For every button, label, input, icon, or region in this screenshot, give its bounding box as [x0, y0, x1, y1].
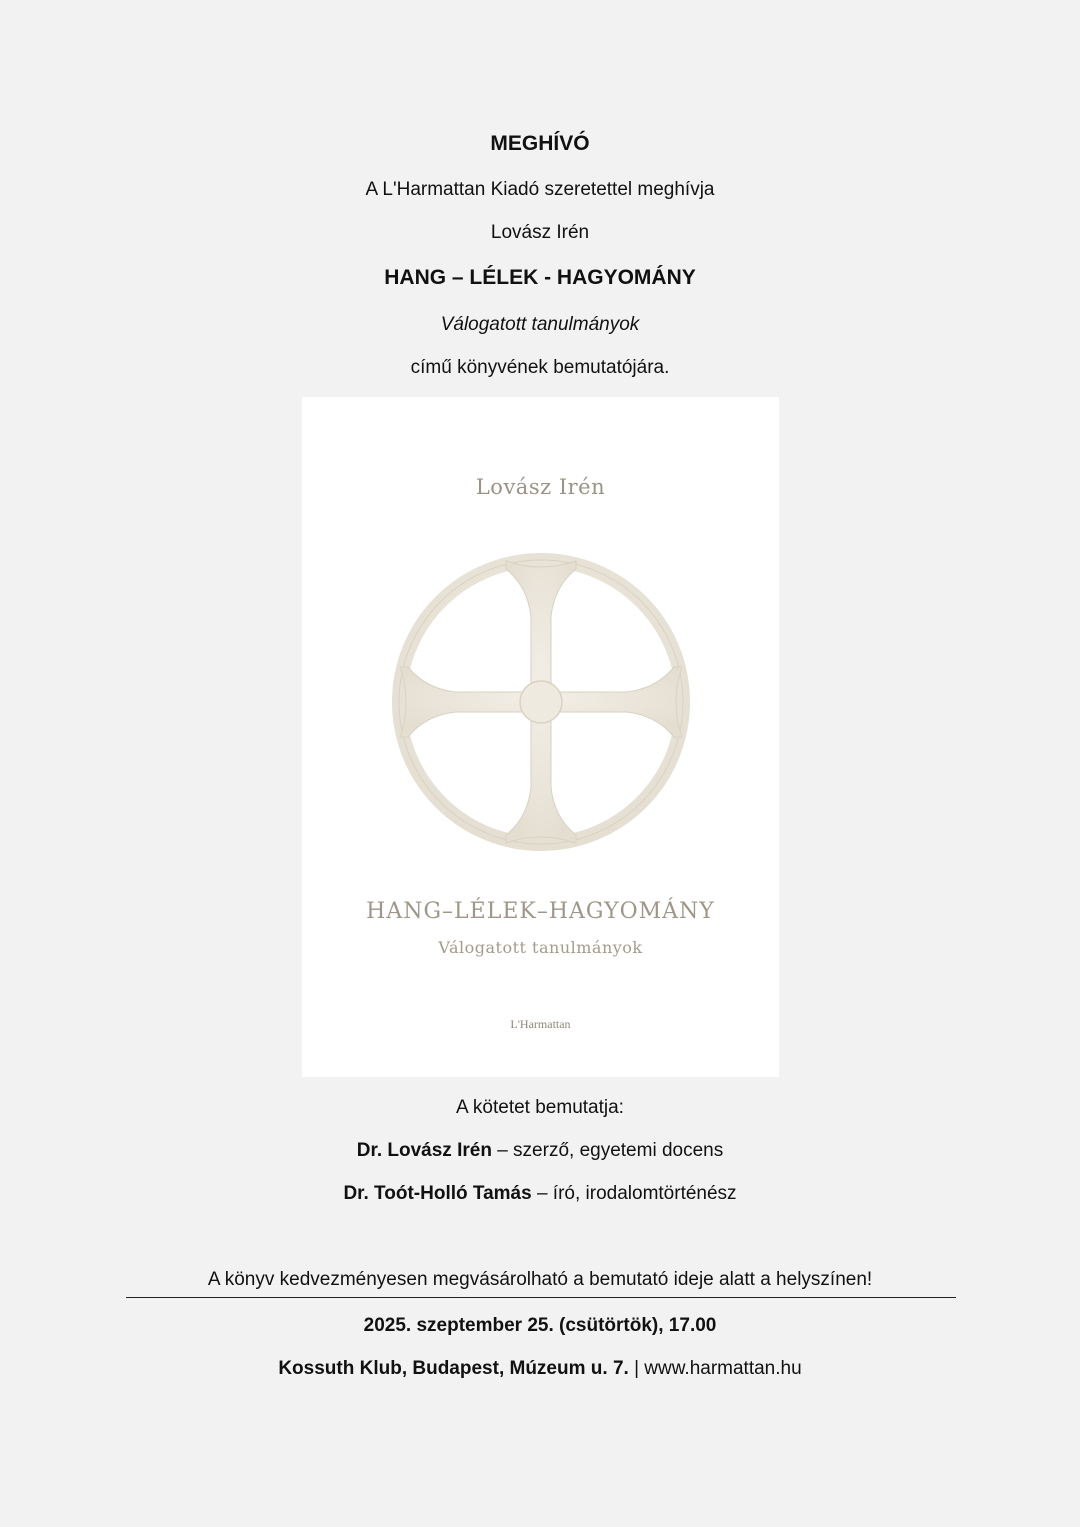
cover-subtitle: Válogatott tanulmányok: [438, 938, 643, 957]
presenter-name: Dr. Toót-Holló Tamás: [343, 1183, 532, 1204]
website-link[interactable]: www.harmattan.hu: [644, 1358, 802, 1379]
event-venue-line: [0, 1356, 1080, 1382]
book-cover: [302, 397, 779, 1077]
sun-cross-icon: [386, 547, 696, 857]
cover-title: HANG–LÉLEK–HAGYOMÁNY: [366, 899, 715, 924]
event-venue: Kossuth Klub, Budapest, Múzeum u. 7.: [278, 1358, 629, 1379]
purchase-note: A könyv kedvezményesen megvásárolható a bemutató ideje alatt a helyszínen!: [207, 1269, 873, 1290]
presenter-1: [0, 1138, 1080, 1164]
publisher-logo: L'Harmattan: [510, 1017, 571, 1031]
separator: |: [628, 1358, 645, 1379]
presenter-name: Dr. Lovász Irén: [356, 1140, 492, 1161]
invite-line: A L'Harmattan Kiadó szeretettel meghívja: [365, 179, 715, 200]
presenters-intro: A kötetet bemutatja:: [456, 1097, 624, 1118]
presenter-role: – író, irodalomtörténész: [531, 1183, 737, 1204]
book-title: HANG – LÉLEK - HAGYOMÁNY: [384, 266, 696, 289]
invitation-heading: MEGHÍVÓ: [490, 132, 590, 155]
book-suffix: című könyvének bemutatójára.: [410, 357, 670, 378]
presenter-2: [0, 1181, 1080, 1207]
author-name: Lovász Irén: [490, 222, 590, 243]
presenter-role: – szerző, egyetemi docens: [491, 1140, 724, 1161]
book-subtitle: Válogatott tanulmányok: [440, 314, 640, 335]
cover-author: Lovász Irén: [475, 475, 606, 499]
divider: [126, 1297, 956, 1298]
event-datetime: 2025. szeptember 25. (csütörtök), 17.00: [363, 1315, 717, 1336]
